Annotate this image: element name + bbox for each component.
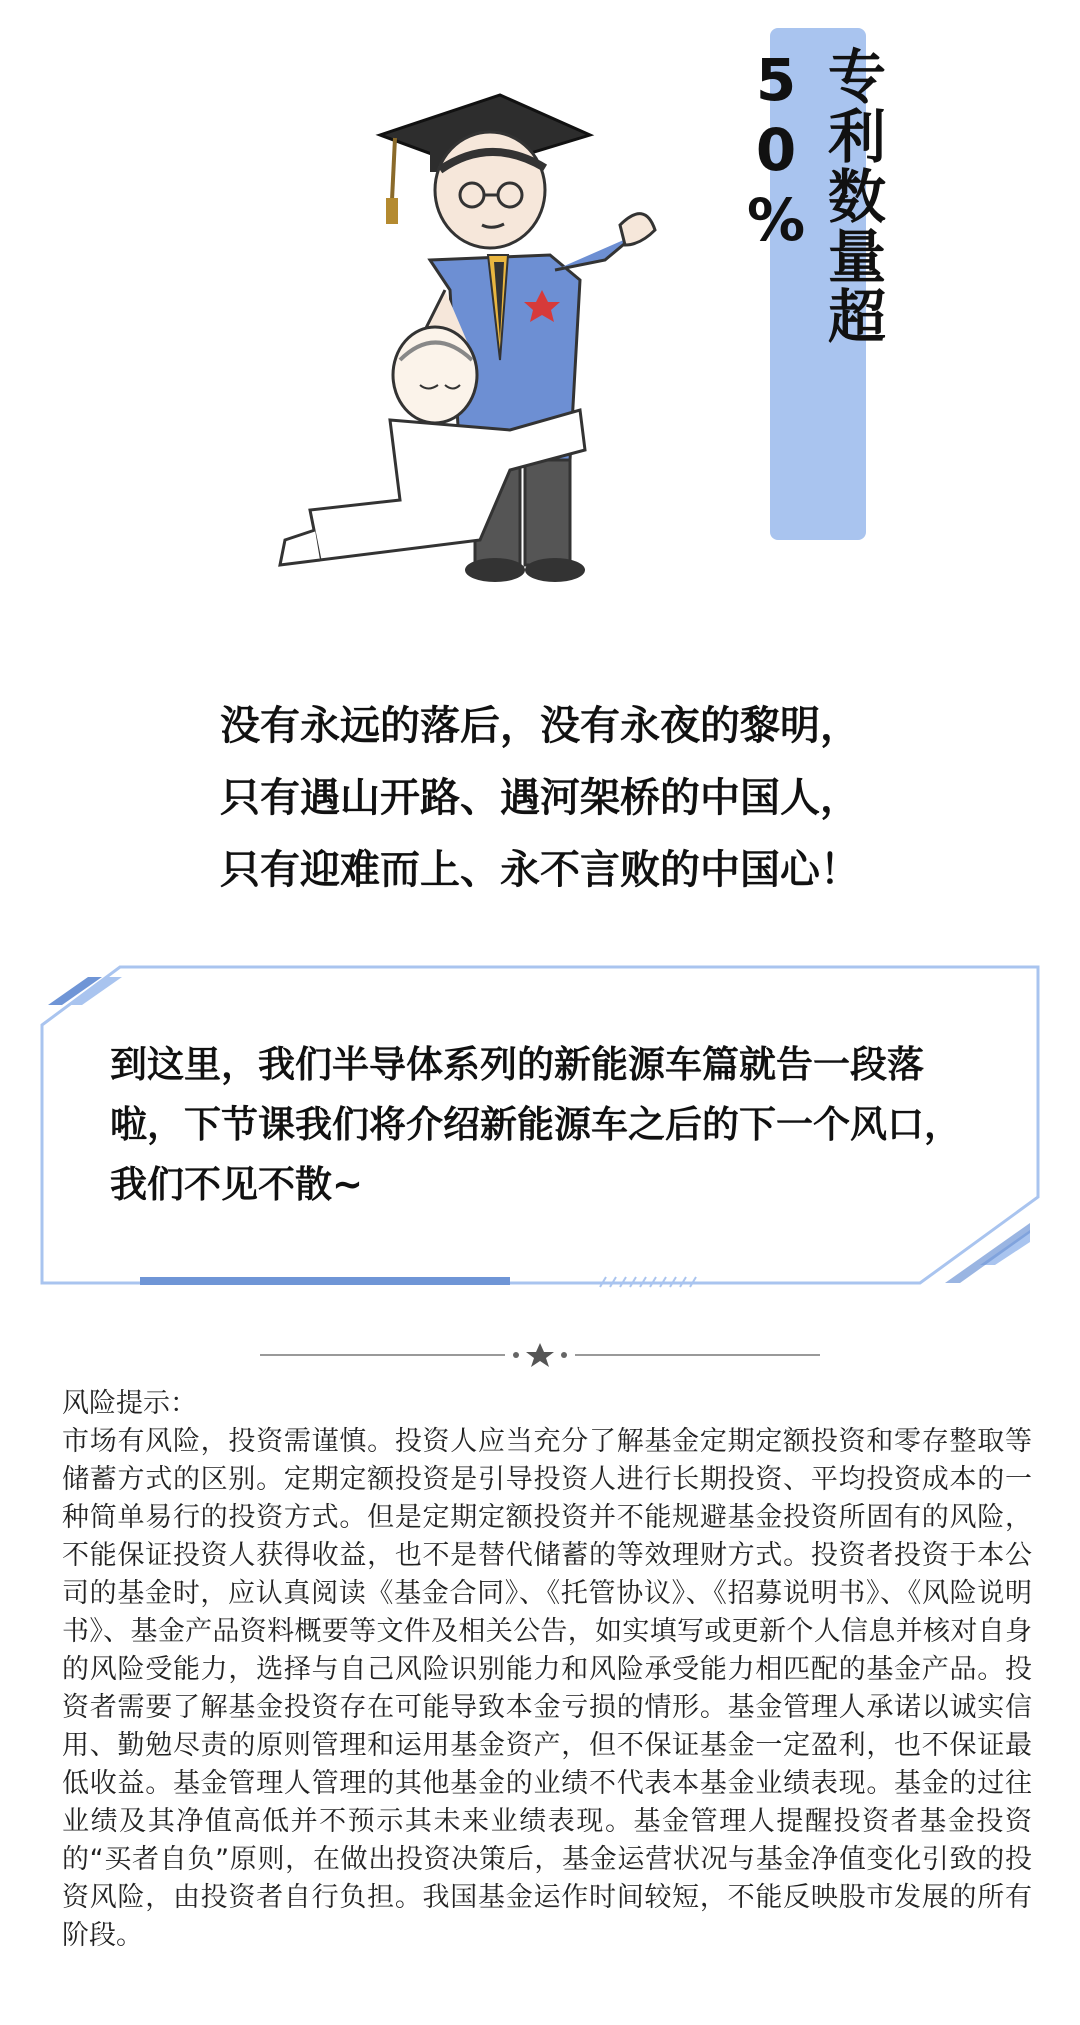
note-text: 到这里，我们半导体系列的新能源车篇就告一段落啦，下节课我们将介绍新能源车之后的下一个风口，我们不见不散~	[110, 1043, 961, 1206]
slogan-block	[0, 690, 1080, 906]
star-divider	[260, 1340, 820, 1370]
vertical-banner	[742, 28, 886, 540]
slogan-line: 只有遇山开路、遇河架桥的中国人，	[220, 775, 860, 821]
slogan-line: 没有永远的落后，没有永夜的黎明，	[220, 703, 860, 749]
risk-disclosure	[62, 1385, 1032, 1955]
cartoon-illustration	[260, 40, 820, 600]
risk-body: 市场有风险，投资需谨慎。投资人应当充分了解基金定期定额投资和零存整取等储蓄方式的区别。定期定额投资是引导投资人进行长期投资、平均投资成本的一种简单易行的投资方式。但是定期定额投资并不能规避基金投资所固有的风险，不能保证投资人获得收益，也不是替代储蓄的等效理财方式。投资者投资于本公司的基金时，应认真阅读《基金合同》、《托管协议》、《招募说明书》、《风险说明书》、基金产品资料概要等文件及相关公告，如实填写或更新个人信息并核对自身的风险受能力，选择与自己风险识别能力和风险承受能力相匹配的基金产品。投资者需要了解基金投资存在可能导致本金亏损的情形。基金管理人承诺以诚实信用、勤勉尽责的原则管理和运用基金资产，但不保证基金一定盈利，也不保证最低收益。基金管理人管理的其他基金的业绩不代表本基金业绩表现。基金的过往业绩及其净值高低并不预示其未来业绩表现。基金管理人提醒投资者基金投资的“买者自负”原则，在做出投资决策后，基金运营状况与基金净值变化引致的投资风险，由投资者自行负担。我国基金运作时间较短，不能反映股市发展的所有阶段。	[62, 1426, 1032, 1951]
star-icon	[526, 1343, 554, 1367]
risk-title: 风险提示：	[62, 1388, 197, 1419]
note-box	[40, 965, 1040, 1290]
slogan-line: 只有迎难而上、永不言败的中国心！	[220, 847, 860, 893]
banner-text: 专利数量超50%	[742, 46, 886, 346]
